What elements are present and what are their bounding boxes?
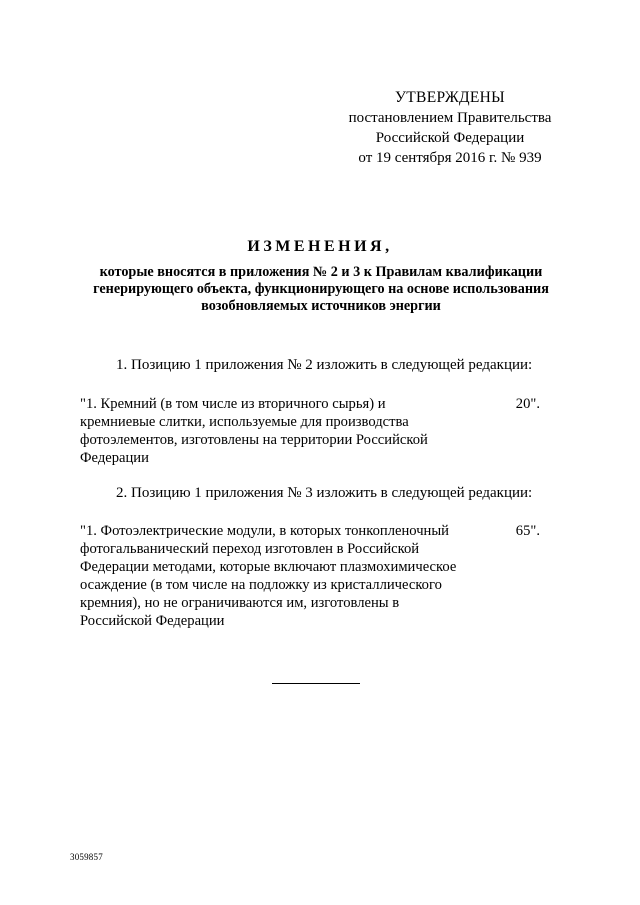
approval-line-2: Российской Федерации xyxy=(375,130,525,146)
item-line: Федерации методами, которые включают плазмохимическое xyxy=(80,559,457,575)
section-1-instruction: 1. Позицию 1 приложения № 2 изложить в следующей редакции: xyxy=(116,357,533,373)
item-line: "1. Фотоэлектрические модули, в которых тонкопленочный xyxy=(80,523,449,539)
section-1-item-value: 20". xyxy=(515,396,540,412)
subtitle-line-2: генерирующего объекта, функционирующего на основе использования xyxy=(93,281,549,297)
item-line: Российской Федерации xyxy=(80,613,225,629)
item-line: фотоэлементов, изготовлены на территории Российской xyxy=(80,432,428,448)
approval-line-1: постановлением Правительства xyxy=(348,110,552,126)
document-number: 3059857 xyxy=(70,852,103,862)
section-2-instruction: 2. Позицию 1 приложения № 3 изложить в следующей редакции: xyxy=(116,485,533,501)
item-line: осаждение (в том числе на подложку из кристаллического xyxy=(80,577,442,593)
approval-line-3: от 19 сентября 2016 г. № 939 xyxy=(358,150,542,166)
section-1-item xyxy=(80,395,540,467)
closing-divider xyxy=(272,683,360,684)
approval-block xyxy=(340,88,560,168)
section-2-item xyxy=(80,522,540,630)
document-subtitle xyxy=(60,264,582,315)
item-line: фотогальванический переход изготовлен в Российской xyxy=(80,541,420,557)
section-2-item-value: 65". xyxy=(515,523,540,539)
document-title: ИЗМЕНЕНИЯ, xyxy=(247,238,393,255)
section-1-item-text xyxy=(80,395,460,467)
section-2-item-text xyxy=(80,522,460,630)
item-line: "1. Кремний (в том числе из вторичного сырья) и xyxy=(80,396,386,412)
item-line: Федерации xyxy=(80,450,149,466)
subtitle-line-1: которые вносятся в приложения № 2 и 3 к Правилам квалификации xyxy=(99,264,543,280)
approval-heading: УТВЕРЖДЕНЫ xyxy=(395,89,505,106)
subtitle-line-3: возобновляемых источников энергии xyxy=(201,298,441,314)
item-line: кремния), но не ограничиваются им, изготовлены в xyxy=(80,595,400,611)
item-line: кремниевые слитки, используемые для производства xyxy=(80,414,409,430)
